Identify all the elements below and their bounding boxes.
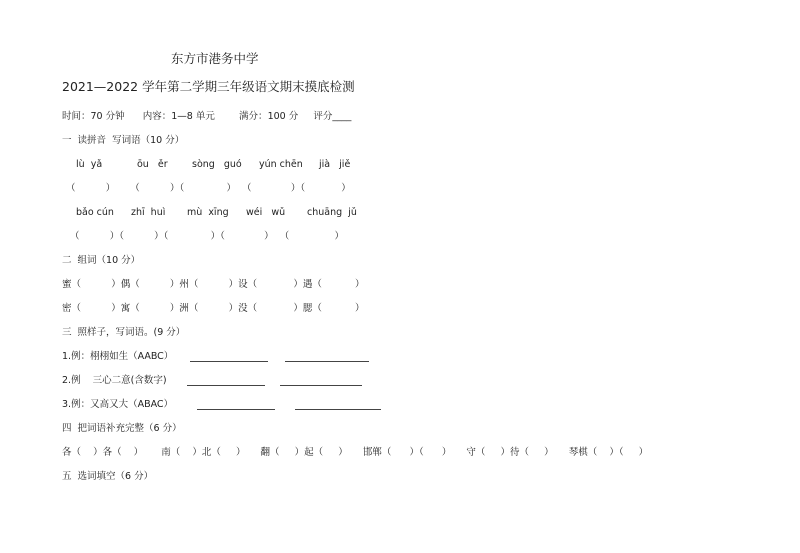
- pinyin-item: zhī huì: [131, 207, 166, 218]
- section-5-heading: 五 选词填空（6 分）: [62, 471, 154, 482]
- word-group-row-2: 密（ ）寓（ ）洲（ ）没（ ）腮（ ）: [62, 303, 365, 314]
- pinyin-item: chuāng jǔ: [307, 207, 357, 218]
- answer-line: [190, 352, 268, 362]
- answer-line: [280, 376, 362, 386]
- info-line: [62, 112, 351, 122]
- section-1-heading: 一 读拼音 写词语（10 分）: [62, 135, 185, 146]
- grade-field: 评分____: [313, 111, 352, 122]
- answer-line: [285, 352, 369, 362]
- blank-row-2: （ ）（ ）（ ）（ ） （ ）: [70, 231, 345, 242]
- pinyin-item: lù yǎ: [76, 159, 103, 170]
- time-value: 70 分钟: [90, 111, 125, 122]
- pinyin-item: yún chēn: [259, 159, 303, 170]
- pinyin-item: sòng guó: [192, 159, 242, 170]
- example-item-1: 1.例：栩栩如生（AABC）: [62, 351, 174, 362]
- pinyin-item: wéi wǔ: [246, 207, 286, 218]
- pinyin-item: jià jiě: [319, 159, 351, 170]
- content-label: 内容：: [142, 111, 172, 122]
- word-group-row-1: 蜜（ ）偶（ ）州（ ）设（ ）遇（ ）: [62, 279, 365, 290]
- section-4-heading: 四 把词语补充完整（6 分）: [62, 423, 182, 434]
- content-value: 1—8 单元: [171, 111, 215, 122]
- score-value: 100 分: [267, 111, 299, 122]
- pinyin-item: ōu ěr: [137, 159, 168, 170]
- pinyin-item: bǎo cún: [76, 207, 114, 218]
- complete-words-row: 各（ ）各（ ） 南（ ）北（ ） 翻（ ）起（ ） 邯郸（ ）（ ） 守（ ）待（ ） 琴棋（ ）（ ）: [62, 447, 649, 458]
- blank-row-1: （ ） （ ）（ ） （ ）（ ）: [66, 183, 351, 194]
- school-name: 东方市港务中学: [171, 51, 259, 66]
- exam-title: 2021—2022 学年第二学期三年级语文期末摸底检测: [62, 79, 355, 94]
- pinyin-item: mù xīng: [187, 207, 229, 218]
- example-item-2: 2.例 三心二意(含数字): [62, 375, 167, 386]
- section-3-heading: 三 照样子，写词语。(9 分）: [62, 327, 186, 338]
- example-item-3: 3.例：又高又大（ABAC）: [62, 399, 174, 410]
- time-label: 时间：: [62, 111, 91, 122]
- answer-line: [197, 400, 275, 410]
- score-label: 满分：: [239, 111, 268, 122]
- answer-line: [187, 376, 265, 386]
- section-2-heading: 二 组词（10 分）: [62, 255, 141, 266]
- answer-line: [295, 400, 381, 410]
